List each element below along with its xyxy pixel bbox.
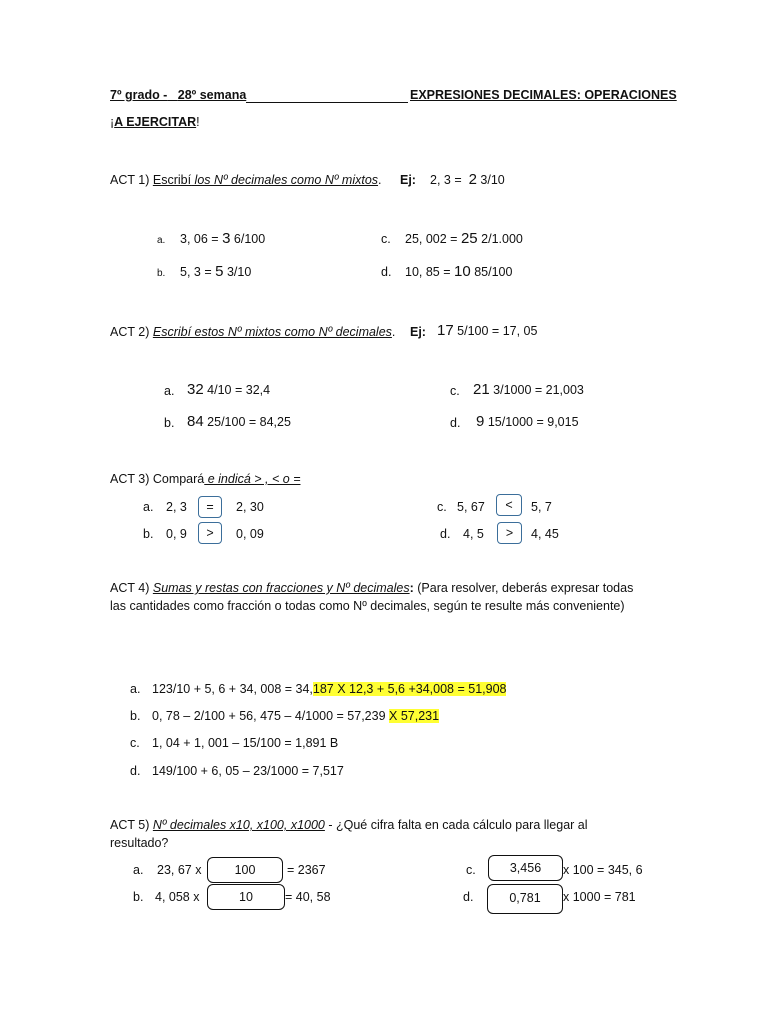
act5-item-a-right: = 2367: [287, 863, 326, 877]
act5-item-c-right: x 100 = 345, 6: [563, 863, 643, 877]
act5-item-c-answer[interactable]: 3,456: [488, 855, 563, 881]
act2-heading: ACT 2) Escribí estos Nº mixtos como Nº decimales.: [110, 325, 396, 339]
act4-item-d-letter: d.: [130, 764, 141, 778]
act3-item-d-letter: d.: [440, 527, 451, 541]
act3-item-c-right: 5, 7: [531, 500, 552, 514]
act5-item-b-right: = 40, 58: [285, 890, 331, 904]
act4-item-c: 1, 04 + 1, 001 – 15/100 = 1,891 B: [152, 736, 339, 750]
act5-item-c-letter: c.: [466, 863, 476, 877]
act1-example: 2, 3 = 2 3/10: [430, 171, 505, 188]
act4-item-b-letter: b.: [130, 709, 141, 723]
header-underline: [246, 102, 408, 103]
act2-item-a-letter: a.: [164, 384, 175, 398]
act4-item-d: 149/100 + 6, 05 – 23/1000 = 7,517: [152, 764, 344, 778]
act5-item-a-answer[interactable]: 100: [207, 857, 283, 883]
act3-item-a-right: 2, 30: [236, 500, 264, 514]
act5-item-b-left: 4, 058 x: [155, 890, 200, 904]
act4-item-b: 0, 78 – 2/100 + 56, 475 – 4/1000 = 57,239 X 57,231: [152, 709, 440, 723]
act5-item-b-letter: b.: [133, 890, 144, 904]
act3-item-c-letter: c.: [437, 500, 447, 514]
act2-item-d-letter: d.: [450, 416, 461, 430]
act5-item-a-letter: a.: [133, 863, 144, 877]
act1-item-b: 5, 3 = 5 3/10: [180, 263, 252, 280]
act4-item-a: 123/10 + 5, 6 + 34, 008 = 34,187 X 12,3 + 5,6 +34,008 = 51,908: [152, 682, 507, 696]
act5-heading: ACT 5) Nº decimales x10, x100, x1000 - ¿Qué cifra falta en cada cálculo para llegar al: [110, 818, 588, 832]
act3-item-b-right: 0, 09: [236, 527, 264, 541]
act1-item-b-letter: b.: [157, 268, 166, 279]
act2-item-d: 9 15/1000 = 9,015: [476, 413, 579, 430]
act4-heading: ACT 4) Sumas y restas con fracciones y Nº decimales: (Para resolver, deberás expresar todas: [110, 581, 634, 595]
act3-item-b-answer[interactable]: >: [198, 522, 222, 544]
header-grade: 7º grado - 28º semana: [110, 88, 247, 102]
act5-item-d-answer[interactable]: 0,781: [487, 884, 563, 914]
act2-item-a: 32 4/10 = 32,4: [187, 381, 271, 398]
act3-item-d-answer[interactable]: >: [497, 522, 522, 544]
act2-item-b-letter: b.: [164, 416, 175, 430]
act2-item-c-letter: c.: [450, 384, 460, 398]
act2-item-c: 21 3/1000 = 21,003: [473, 381, 584, 398]
act5-item-d-letter: d.: [463, 890, 474, 904]
act3-item-a-left: 2, 3: [166, 500, 187, 514]
act1-item-d-letter: d.: [381, 265, 392, 279]
act3-item-b-letter: b.: [143, 527, 154, 541]
act3-item-c-answer[interactable]: <: [496, 494, 522, 516]
act3-item-c-left: 5, 67: [457, 500, 485, 514]
act5-item-d-right: x 1000 = 781: [563, 890, 636, 904]
act4-note: las cantidades como fracción o todas como Nº decimales, según te resulte más conveniente): [110, 599, 625, 613]
act3-item-a-letter: a.: [143, 500, 154, 514]
act2-example-label: Ej:: [410, 325, 426, 339]
act2-item-b: 84 25/100 = 84,25: [187, 413, 291, 430]
act5-question-cont: resultado?: [110, 836, 169, 850]
header-topic: EXPRESIONES DECIMALES: OPERACIONES: [410, 88, 677, 102]
intro-title: ¡A EJERCITAR!: [110, 115, 200, 129]
act3-item-d-left: 4, 5: [463, 527, 484, 541]
act3-item-a-answer[interactable]: =: [198, 496, 222, 518]
act1-item-c-letter: c.: [381, 232, 391, 246]
act4-item-a-letter: a.: [130, 682, 141, 696]
act5-item-a-left: 23, 67 x: [157, 863, 202, 877]
act3-item-d-right: 4, 45: [531, 527, 559, 541]
act1-example-label: Ej:: [400, 173, 416, 187]
act1-heading: ACT 1) Escribí los Nº decimales como Nº mixtos.: [110, 173, 382, 187]
act3-item-b-left: 0, 9: [166, 527, 187, 541]
act5-item-b-answer[interactable]: 10: [207, 884, 285, 910]
act1-item-a-letter: a.: [157, 235, 166, 246]
act1-item-a: 3, 06 = 3 6/100: [180, 230, 266, 247]
act2-example: 17 5/100 = 17, 05: [437, 322, 538, 339]
act3-heading: ACT 3) Compará e indicá > , < o =: [110, 472, 301, 486]
act4-item-c-letter: c.: [130, 736, 140, 750]
act1-item-d: 10, 85 = 10 85/100: [405, 263, 513, 280]
act1-item-c: 25, 002 = 25 2/1.000: [405, 230, 523, 247]
